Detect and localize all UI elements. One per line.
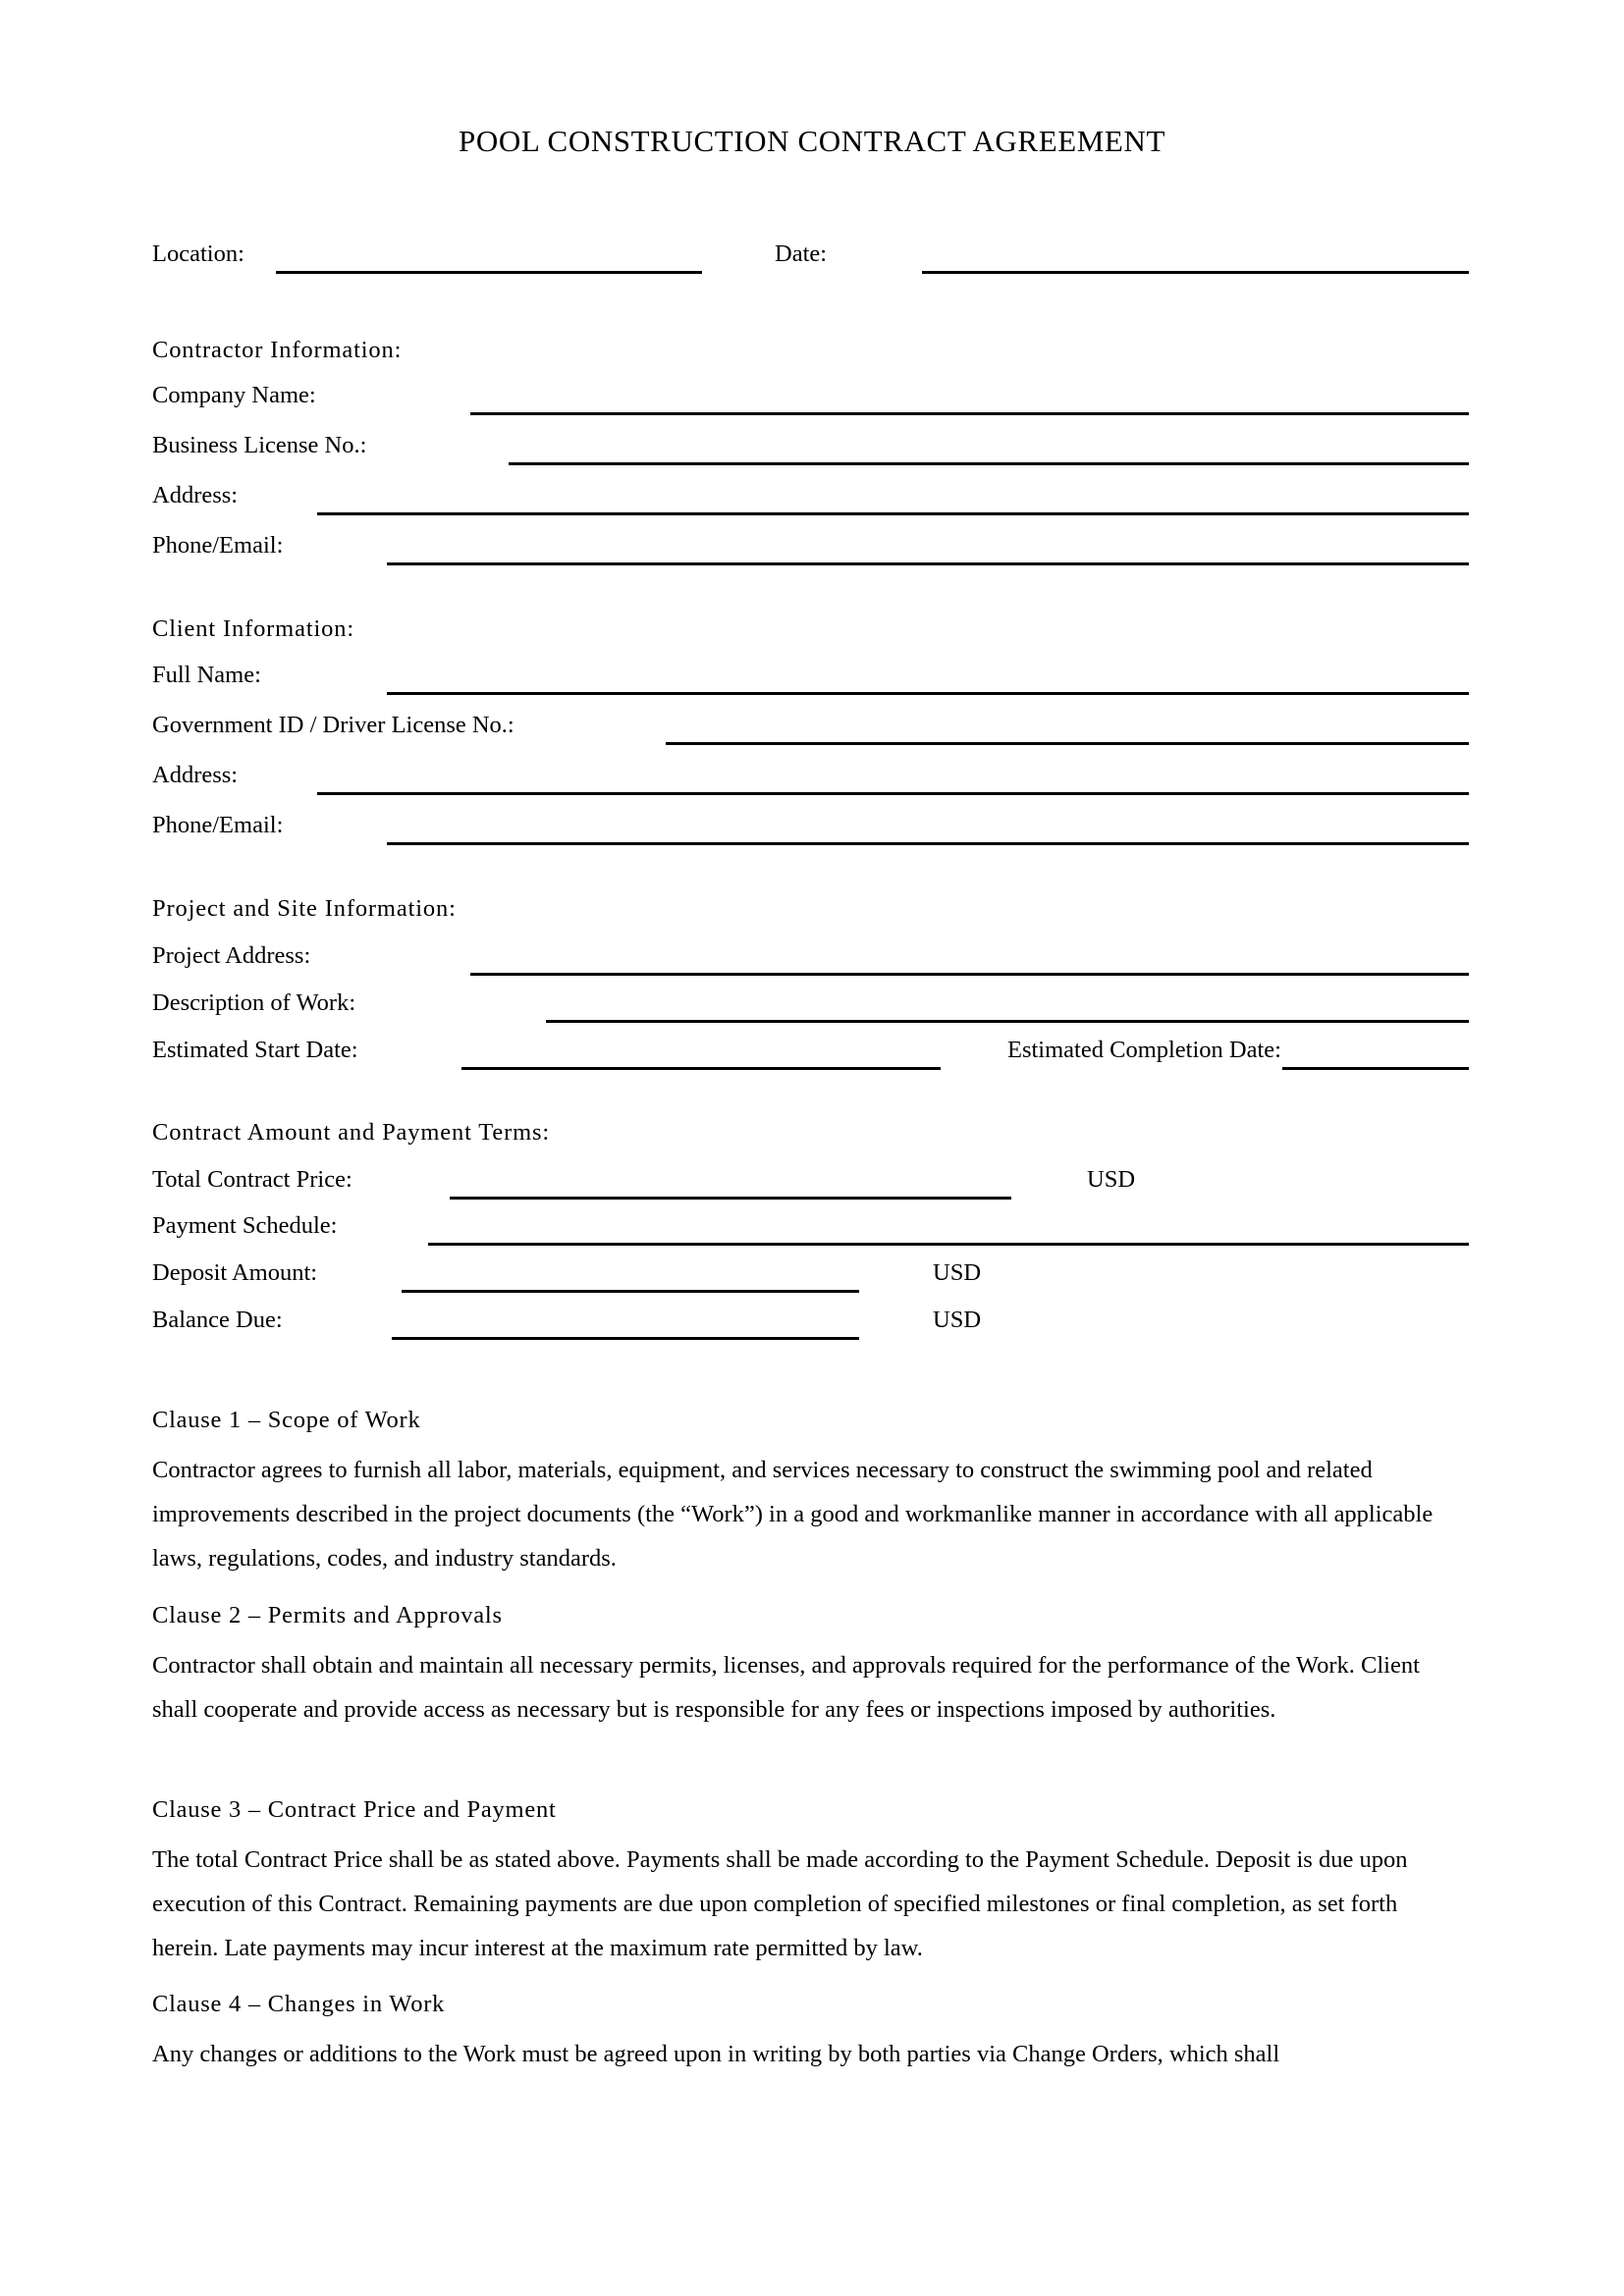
client-full-name-label: Full Name:: [152, 662, 261, 688]
estimated-completion-date-rule[interactable]: [1282, 1067, 1469, 1070]
date-label: Date:: [775, 240, 828, 267]
estimated-completion-date-label: Estimated Completion Date:: [1007, 1037, 1281, 1063]
client-address-rule[interactable]: [317, 792, 1469, 795]
description-of-work-label: Description of Work:: [152, 989, 356, 1016]
total-contract-price-label: Total Contract Price:: [152, 1166, 352, 1193]
estimated-start-date-label: Estimated Start Date:: [152, 1037, 358, 1063]
clause-3-body: The total Contract Price shall be as stated above. Payments shall be made according to the Payment Schedule. Deposit is due upon execution of this Contract. Remaining payments are due upon completion of specified milestones or final completion, as set forth herein. Late payments may incur interest at the maximum rate permitted by law.: [152, 1846, 1408, 1961]
description-of-work-rule[interactable]: [546, 1020, 1469, 1023]
section-heading-project: Project and Site Information:: [152, 895, 457, 922]
project-address-label: Project Address:: [152, 942, 311, 969]
contractor-phone-email-label: Phone/Email:: [152, 532, 284, 559]
date-input-rule[interactable]: [922, 271, 1469, 274]
contractor-address-rule[interactable]: [317, 512, 1469, 515]
client-government-id-label: Government ID / Driver License No.:: [152, 712, 514, 738]
contractor-company-name-rule[interactable]: [470, 412, 1469, 415]
clause-1-title: Clause 1 – Scope of Work: [152, 1407, 421, 1433]
deposit-amount-label: Deposit Amount:: [152, 1259, 318, 1286]
balance-due-rule[interactable]: [392, 1337, 859, 1340]
clause-4-body: Any changes or additions to the Work must be agreed upon in writing by both parties via Change Orders, which shall: [152, 2041, 1280, 2067]
client-address-label: Address:: [152, 762, 239, 788]
contractor-address-label: Address:: [152, 482, 239, 508]
location-input-rule[interactable]: [276, 271, 702, 274]
client-government-id-rule[interactable]: [666, 742, 1469, 745]
section-heading-contractor: Contractor Information:: [152, 337, 403, 363]
client-full-name-rule[interactable]: [387, 692, 1469, 695]
total-contract-price-currency: USD: [1087, 1166, 1136, 1193]
contractor-company-name-label: Company Name:: [152, 382, 316, 408]
payment-schedule-rule[interactable]: [428, 1243, 1469, 1246]
section-heading-client: Client Information:: [152, 615, 354, 642]
total-contract-price-rule[interactable]: [450, 1197, 1011, 1200]
clause-2-body: Contractor shall obtain and maintain all necessary permits, licenses, and approvals required for the performance of the Work. Client shall cooperate and provide access as necessary but is responsible for any fees or inspections imposed by authorities.: [152, 1652, 1420, 1723]
location-label: Location:: [152, 240, 244, 267]
client-phone-email-label: Phone/Email:: [152, 812, 284, 838]
balance-due-label: Balance Due:: [152, 1307, 283, 1333]
client-phone-email-rule[interactable]: [387, 842, 1469, 845]
contractor-business-license-rule[interactable]: [509, 462, 1469, 465]
deposit-amount-rule[interactable]: [402, 1290, 859, 1293]
clause-1-body: Contractor agrees to furnish all labor, materials, equipment, and services necessary to construct the swimming pool and related improvements described in the project documents (the “Work”) in a good and workmanlike manner in accordance with all applicable laws, regulations, codes, and industry standards.: [152, 1457, 1434, 1572]
clause-3-title: Clause 3 – Contract Price and Payment: [152, 1796, 557, 1823]
project-address-rule[interactable]: [470, 973, 1469, 976]
contractor-phone-email-rule[interactable]: [387, 562, 1469, 565]
payment-schedule-label: Payment Schedule:: [152, 1212, 338, 1239]
page-title: POOL CONSTRUCTION CONTRACT AGREEMENT: [459, 124, 1165, 158]
estimated-start-date-rule[interactable]: [461, 1067, 941, 1070]
balance-due-currency: USD: [933, 1307, 982, 1333]
clause-2-title: Clause 2 – Permits and Approvals: [152, 1602, 503, 1629]
clause-4-title: Clause 4 – Changes in Work: [152, 1991, 446, 2017]
contractor-business-license-label: Business License No.:: [152, 432, 367, 458]
deposit-amount-currency: USD: [933, 1259, 982, 1286]
section-heading-payment: Contract Amount and Payment Terms:: [152, 1119, 551, 1146]
